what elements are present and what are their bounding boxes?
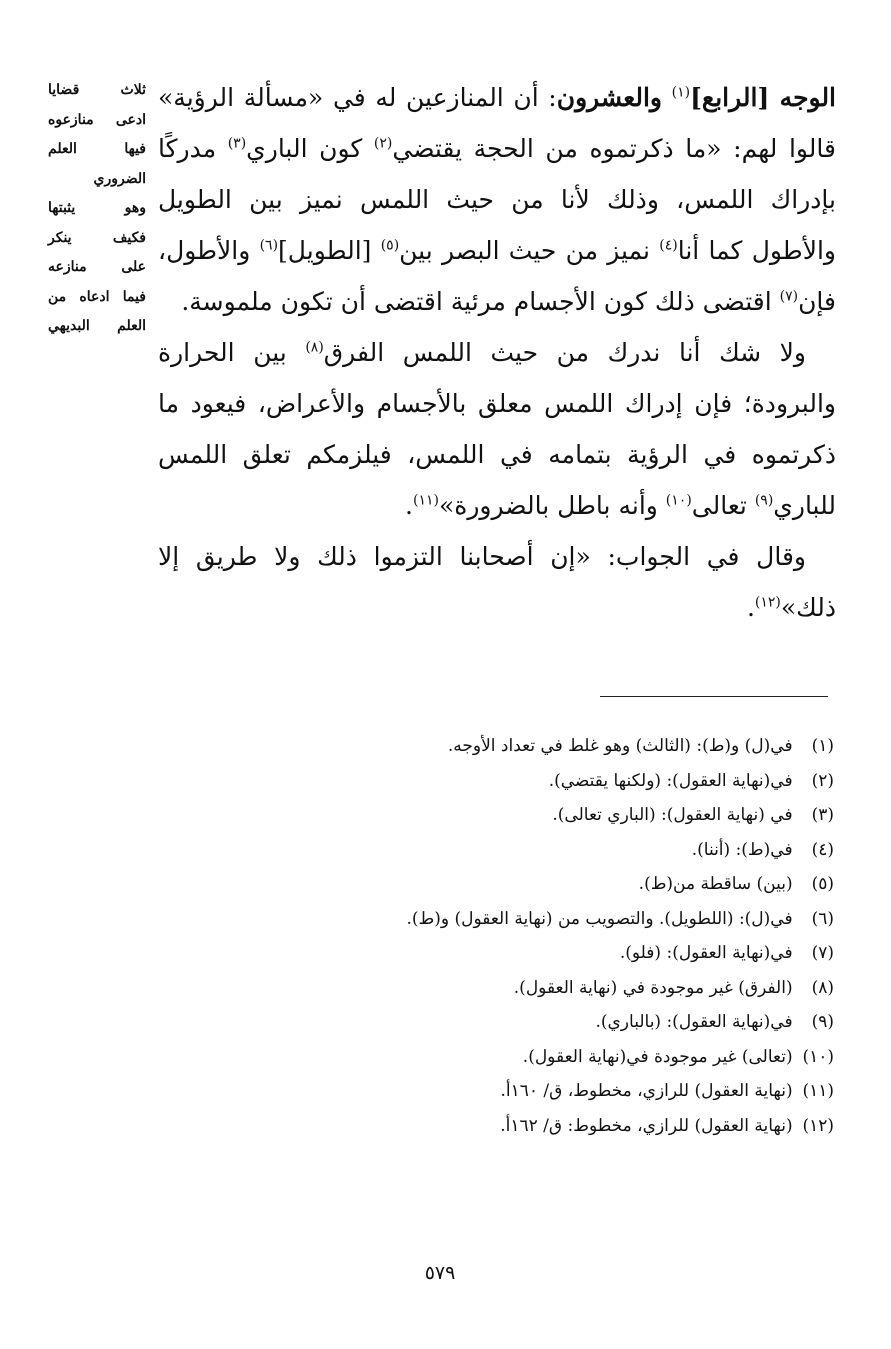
footnote-number: (١١)	[802, 1081, 834, 1101]
text-run: وقال في الجواب: «إن أصحابنا التزموا ذلك ولا طريق إلا ذلك»	[158, 542, 836, 622]
text-run: نميز من حيث البصر بين	[399, 236, 660, 265]
margin-note-line: العلم البديهي	[48, 318, 146, 334]
footnote-text: في (نهاية العقول): (الباري تعالى).	[552, 805, 793, 825]
footnote-number: (١٠)	[802, 1046, 834, 1067]
margin-note	[48, 76, 146, 342]
footnote-number: (٢)	[811, 770, 834, 791]
footnote-number: (١٢)	[802, 1115, 834, 1136]
footnote	[300, 941, 834, 976]
footnote	[300, 872, 834, 907]
footnote-ref-7: (٧)	[779, 288, 799, 305]
footnote-number: (٤)	[811, 839, 834, 860]
footnote-number: (٩)	[811, 1012, 834, 1032]
text-run: والأطول، فإن	[158, 236, 836, 316]
footnote	[300, 1045, 834, 1080]
paragraph-2	[158, 327, 836, 531]
margin-note-line: وهو يثبتها	[48, 200, 146, 216]
footnote-ref-10: (١٠)	[665, 492, 692, 509]
text-run: وأنه باطل بالضرورة»	[438, 491, 666, 520]
footnote-number: (٣)	[811, 805, 834, 825]
footnote-number: (٦)	[811, 908, 834, 929]
paragraph-3	[158, 531, 836, 633]
text-run: تعالى	[691, 491, 755, 520]
footnote-ref-8: (٨)	[305, 339, 324, 356]
text-run: : أن المنازعين له في «مسألة الرؤية» قالوا لهم: «ما ذكرتموه من الحجة يقتضي	[158, 83, 836, 163]
paragraph-1	[158, 72, 836, 327]
footnote	[300, 1079, 834, 1114]
footnote-text: في(ط): (أننا).	[691, 839, 793, 860]
footnote-ref-9: (٩)	[754, 492, 774, 509]
margin-note-line: على منازعه	[48, 259, 146, 275]
heading-bracket: الوجه [الرابع]	[690, 83, 837, 112]
heading-word: والعشرون	[556, 83, 662, 112]
footnote-text: (نهاية العقول) للرازي، مخطوط: ق/ ١٦٢أ.	[500, 1115, 793, 1136]
footnote-text: في(نهاية العقول): (ولكنها يقتضي).	[548, 770, 793, 791]
footnotes	[300, 734, 834, 1148]
footnote	[300, 1114, 834, 1149]
footnote	[300, 769, 834, 804]
footnote-ref-4: (٤)	[659, 237, 678, 254]
margin-note-line: ثلاث قضايا	[48, 82, 146, 98]
footnote-ref-2: (٢)	[373, 135, 393, 152]
text-run: .	[746, 593, 755, 622]
footnote	[300, 907, 834, 942]
text-run: ولا شك أنا ندرك من حيث اللمس الفرق	[323, 338, 806, 367]
footnote-separator	[600, 696, 828, 697]
footnote	[300, 838, 834, 873]
footnote-ref-11: (١١)	[412, 492, 439, 509]
margin-note-line: فكيف ينكر	[48, 229, 146, 246]
text-run: .	[405, 491, 413, 520]
margin-note-line: فيها العلم	[48, 141, 146, 157]
footnote-text: في(ل): (اللطويل). والتصويب من (نهاية العقول) و(ط).	[406, 908, 793, 929]
footnote-number: (٧)	[811, 943, 834, 963]
page-number: ٥٧٩	[424, 1262, 456, 1284]
footnote-ref-1: (١)	[671, 84, 691, 101]
footnote	[300, 1010, 834, 1045]
footnote-text: (الفرق) غير موجودة في (نهاية العقول).	[513, 977, 793, 998]
footnote-number: (١)	[811, 736, 834, 756]
main-text	[158, 72, 836, 633]
footnote-text: في(نهاية العقول): (بالباري).	[595, 1012, 793, 1032]
footnote-text: في(ل) و(ط): (الثالث) وهو غلط في تعداد الأوجه.	[447, 736, 793, 756]
text-run: كون الباري	[246, 134, 374, 163]
footnote-ref-6: (٦)	[259, 237, 279, 254]
margin-note-line: فيما ادعاه من	[48, 288, 146, 305]
text-run: [الطويل]	[278, 236, 381, 265]
margin-note-line: ادعى منازعوه	[48, 111, 146, 128]
footnote-ref-3: (٣)	[227, 135, 247, 152]
text-run: مدركًا بإدراك اللمس، وذلك لأنا من حيث اللمس نميز بين الطويل والأطول كما أنا	[158, 134, 836, 265]
text-run: اقتضى ذلك كون الأجسام مرئية اقتضى أن تكون ملموسة.	[181, 287, 780, 316]
text-run: بين الحرارة والبرودة؛ فإن إدراك اللمس معلق بالأجسام والأعراض، فيعود ما ذكرتموه في الرؤية بتمامه في اللمس، فيلزمكم تعلق اللمس للباري	[158, 338, 836, 520]
footnote	[300, 976, 834, 1011]
footnote	[300, 803, 834, 838]
footnote-ref-12: (١٢)	[754, 594, 781, 611]
footnote-text: (بين) ساقطة من(ط).	[638, 874, 793, 894]
footnote-number: (٥)	[811, 874, 834, 894]
footnote-text: (نهاية العقول) للرازي، مخطوط، ق/ ١٦٠أ.	[500, 1081, 793, 1101]
footnote-ref-5: (٥)	[380, 237, 400, 254]
footnote	[300, 734, 834, 769]
margin-note-line: الضروري	[93, 170, 146, 187]
footnote-text: في(نهاية العقول): (فلو).	[619, 943, 793, 963]
footnote-text: (تعالى) غير موجودة في(نهاية العقول).	[522, 1046, 793, 1067]
footnote-number: (٨)	[811, 977, 834, 998]
